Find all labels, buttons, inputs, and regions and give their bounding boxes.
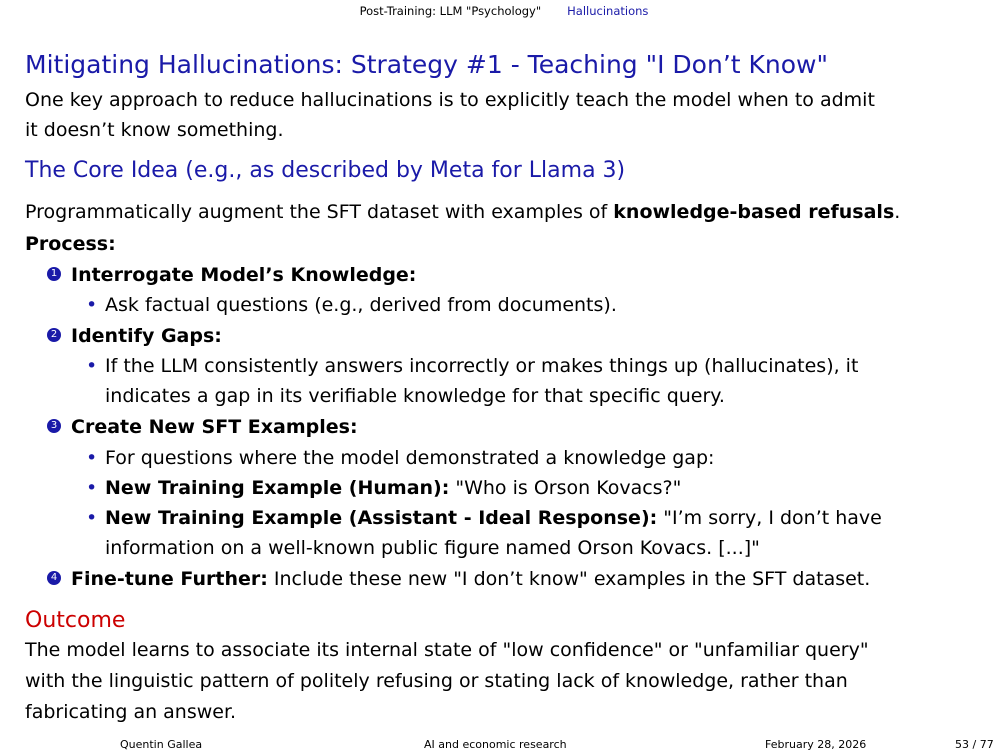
outcome-line-3: fabricating an answer. (25, 701, 237, 723)
footer-topic: AI and economic research (424, 738, 567, 751)
core-text-pre: Programmatically augment the SFT dataset with examples of (25, 201, 614, 223)
step-4-title: Fine-tune Further: (71, 568, 268, 590)
step-number-4: 4 (47, 571, 61, 585)
core-idea-text (25, 201, 900, 223)
step-3-bullet-3 (86, 507, 882, 529)
outcome-line-2: with the linguistic pattern of politely refusing or stating lack of knowledge, rather than (25, 670, 848, 692)
footer-date: February 28, 2026 (765, 738, 867, 751)
step-2-bullet-line-1: If the LLM consistently answers incorrectly or makes things up (hallucinates), it (105, 355, 859, 377)
step-3-bullet-2 (86, 477, 682, 499)
nav-subsection[interactable]: Hallucinations (567, 4, 649, 18)
bullet-icon: • (86, 447, 98, 469)
step-1-title: Interrogate Model’s Knowledge: (71, 264, 417, 286)
step-3-bullet-1-text: For questions where the model demonstrated a knowledge gap: (105, 447, 715, 469)
process-label (25, 233, 116, 255)
core-text-post: . (894, 201, 901, 223)
bullet-icon: • (86, 355, 98, 377)
step-4-text: Include these new "I don’t know" examples in the SFT dataset. (267, 568, 871, 590)
step-3-bullet-1 (86, 447, 715, 469)
step-number-2: 2 (47, 328, 61, 342)
step-3-bullet-3-text: "I’m sorry, I don’t have (657, 507, 882, 529)
core-text-bold: knowledge-based refusals (613, 201, 895, 223)
step-number-3: 3 (47, 419, 61, 433)
process-label-text: Process: (25, 233, 116, 255)
step-3-title: Create New SFT Examples: (71, 416, 358, 438)
step-2-title: Identify Gaps: (71, 325, 222, 347)
step-4 (47, 568, 870, 590)
step-2-bullet-line-2: indicates a gap in its verifiable knowledge for that specific query. (105, 385, 725, 407)
bullet-icon: • (86, 477, 98, 499)
bullet-icon: • (86, 294, 98, 316)
nav-section[interactable]: Post-Training: LLM "Psychology" (359, 4, 542, 18)
step-number-1: 1 (47, 267, 61, 281)
intro-line-2: it doesn’t know something. (25, 119, 284, 141)
header-navigation (0, 4, 1008, 18)
bullet-icon: • (86, 507, 98, 529)
slide-title: Mitigating Hallucinations: Strategy #1 - Teaching "I Don’t Know" (25, 50, 828, 79)
core-idea-heading: The Core Idea (e.g., as described by Meta for Llama 3) (25, 158, 626, 183)
step-2-bullet (86, 355, 859, 377)
step-3-bullet-3-line-2: information on a well-known public figure named Orson Kovacs. [...]" (105, 537, 760, 559)
outcome-heading: Outcome (25, 608, 126, 633)
outcome-line-1: The model learns to associate its internal state of "low confidence" or "unfamiliar query" (25, 639, 869, 661)
step-3-bullet-2-bold: New Training Example (Human): (105, 477, 450, 499)
step-3 (47, 416, 358, 438)
footer-page-number: 53 / 77 (955, 738, 994, 751)
step-3-bullet-3-bold: New Training Example (Assistant - Ideal Response): (105, 507, 658, 529)
step-1 (47, 264, 416, 286)
step-1-bullet-text: Ask factual questions (e.g., derived from documents). (105, 294, 617, 316)
step-1-bullet (86, 294, 617, 316)
step-2 (47, 325, 222, 347)
step-3-bullet-2-text: "Who is Orson Kovacs?" (449, 477, 682, 499)
footer-author: Quentin Gallea (120, 738, 203, 751)
intro-line-1: One key approach to reduce hallucinations is to explicitly teach the model when to admit (25, 89, 875, 111)
